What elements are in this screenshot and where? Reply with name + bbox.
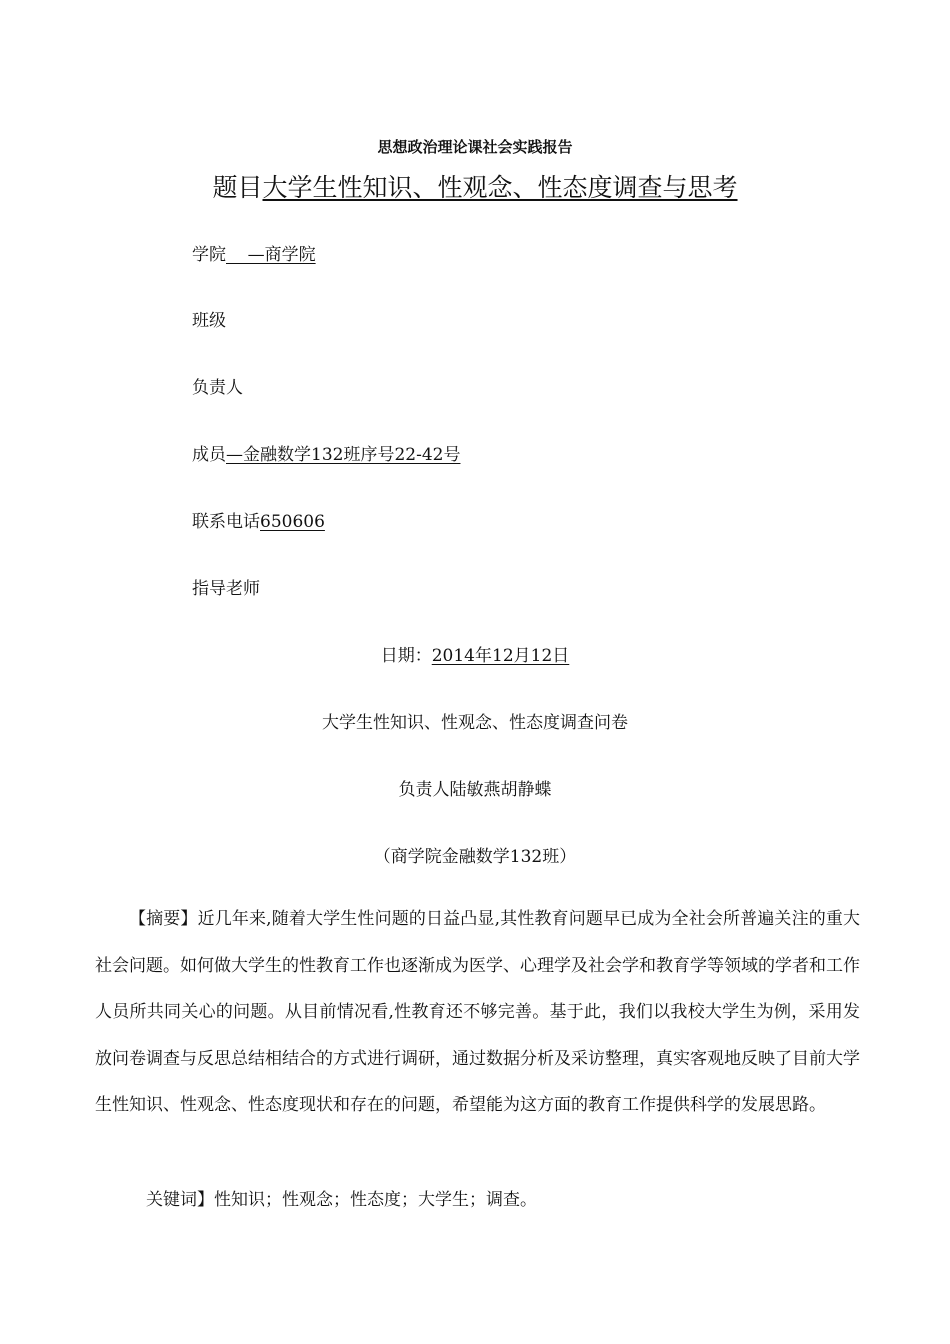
advisor-field <box>192 574 260 599</box>
title-label: 题目 <box>212 173 263 202</box>
report-header: 思想政治理论课社会实践报告 <box>377 138 573 156</box>
leader-field <box>192 373 243 398</box>
class-field <box>192 306 226 331</box>
keywords-line <box>146 1185 537 1210</box>
keywords-text: 性知识；性观念；性态度；大学生；调查。 <box>214 1190 537 1210</box>
members-field <box>192 440 460 465</box>
date-value: 2014年12月12日 <box>431 646 570 666</box>
report-title <box>0 168 950 204</box>
members-label: 成员 <box>192 445 226 465</box>
report-date <box>0 641 950 666</box>
phone-label: 联系电话 <box>192 512 260 532</box>
survey-title: 大学生性知识、性观念、性态度调查问卷 <box>322 713 628 733</box>
college-field <box>192 240 316 265</box>
abstract-text: 近几年来,随着大学生性问题的日益凸显,其性教育问题早已成为全社会所普遍关注的重大社会问题。如何做大学生的性教育工作也逐渐成为医学、心理学及社会学和教育学等领域的学者和工作人员所共同关心的问题。从目前情况看,性教育还不够完善。基于此，我们以我校大学生为例，采用发放问卷调查与反思总结相结合的方式进行调研，通过数据分析及采访整理，真实客观地反映了目前大学生性知识、性观念、性态度现状和存在的问题，希望能为这方面的教育工作提供科学的发展思路。 <box>95 909 860 1116</box>
leader-label: 负责人 <box>192 378 243 398</box>
advisor-label: 指导老师 <box>192 579 260 599</box>
members-value: —金融数学132班序号22-42号 <box>226 445 461 465</box>
abstract-paragraph <box>95 896 860 1129</box>
phone-field <box>192 507 325 532</box>
date-label: 日期： <box>380 646 432 666</box>
title-value: 大学生性知识、性观念、性态度调查与思考 <box>262 173 738 202</box>
college-label: 学院 <box>192 245 226 265</box>
survey-unit: （商学院金融数学132班） <box>373 847 577 867</box>
survey-leader: 负责人陆敏燕胡静蝶 <box>398 780 552 800</box>
abstract-label: 【摘要】 <box>129 909 198 929</box>
class-label: 班级 <box>192 311 226 331</box>
college-value: —商学院 <box>226 245 316 265</box>
phone-value: 650606 <box>260 512 325 532</box>
keywords-label: 关键词】 <box>146 1190 214 1210</box>
